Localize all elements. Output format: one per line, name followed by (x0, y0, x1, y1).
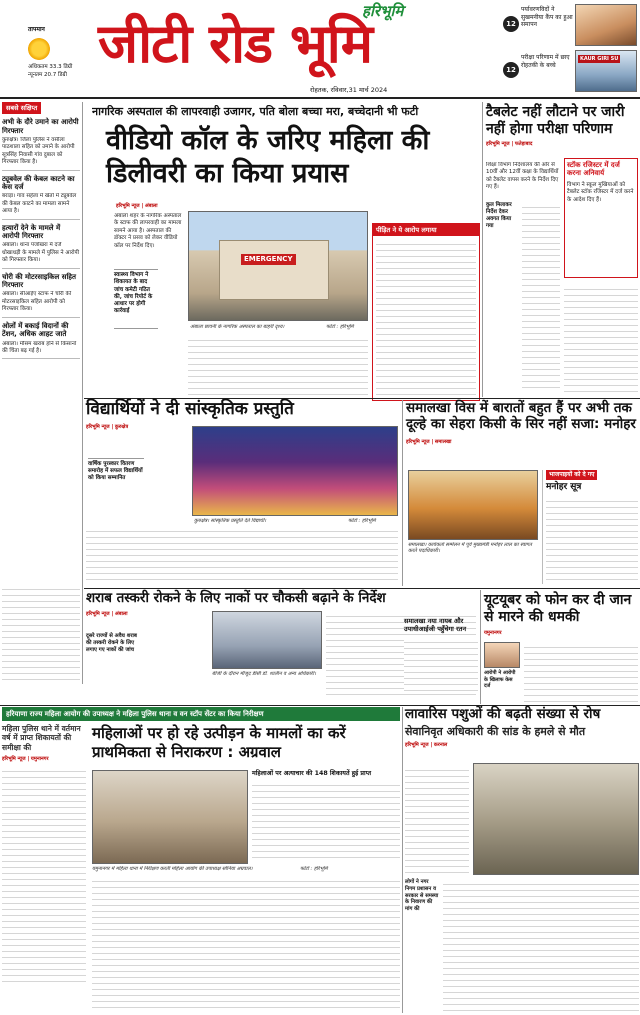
youtuber-headline: यूटयूबर को फोन कर दी जान से मारने की धमकी (484, 592, 632, 625)
youtuber-photo (484, 642, 520, 668)
youtuber-bullet-box (484, 670, 520, 704)
culture-photo (192, 426, 398, 516)
women-photo (92, 770, 248, 864)
brief-body: अंबाला। मौसम खराब होने से किसानों की चिंता बढ़ गई है। (2, 340, 77, 354)
cattle-bullet-box (405, 879, 439, 949)
culture-body (86, 526, 398, 582)
rule-smuggling-top (84, 588, 640, 589)
women-side-box (2, 724, 86, 1012)
women-body (92, 876, 400, 1012)
hospital-sign: EMERGENCY (241, 254, 296, 265)
top-story-kicker: नागरिक अस्पताल की लापरवाही उजागर, पति बोला बच्चा मरा, बच्चेदानी भी फटी (92, 105, 419, 118)
tablet-bullet-box (486, 202, 520, 262)
brief-body: बराड़ा। गांव सहेला में खेतों में ट्यूबवेल की केबल काटने का मामला सामने आया है। (2, 193, 77, 215)
masthead-rule (0, 97, 640, 99)
women-banner: हरियाणा राज्य महिला आयोग की उपाध्यक्ष ने महिला पुलिस थाना व वन स्टॉप सेंटर का किया निरीक्षण (2, 707, 400, 721)
wedding-headline: समालखा विस में बारातों बहुत हैं पर अभी तक दूल्हे का सेहरा किसी के सिर नहीं सजा: मनोहर (406, 400, 636, 433)
top-story-byline: हरिभूमि न्यूज | अंबाला (116, 203, 158, 209)
youtuber-byline: यमुनानगर (484, 629, 502, 636)
hospital-photo (188, 211, 368, 321)
cattle-story (405, 707, 639, 1013)
victim-box (372, 223, 480, 401)
brief-body: अंबाला। थाना पंजोखरा में दर्ज धोखाधड़ी के मामले में पुलिस ने आरोपी को गिरफ्तार किया। (2, 242, 80, 264)
promo-1[interactable] (503, 4, 637, 48)
tablet-body: शिक्षा विभाग निदेशालय की ओर से 10वीं और 12वीं कक्षा के विद्यार्थियों को टैबलेट वापस करने के निर्देश दिए गए हैं। (486, 162, 559, 191)
temp-min: न्यूनतम 20.7 डिग्री (28, 72, 67, 79)
cattle-body (405, 765, 469, 875)
smuggling-byline: हरिभूमि न्यूज | अंबाला (86, 610, 128, 617)
youtuber-story (484, 592, 638, 704)
brief-body: अंबाला। सीआईए स्टाफ ने चोरी की मोटरसाइकिल सहित आरोपी को गिरफ्तार किया। (2, 291, 72, 313)
brief-headline: चोरी की मोटरसाइकिल सहित गिरफ्तार (2, 272, 76, 290)
wedding-side-tag: भाजपाइयों को दे गए (546, 470, 597, 480)
cattle-byline: हरिभूमि न्यूज | करनाल (405, 742, 448, 749)
top-story-headline: वीडियो कॉल के जरिए महिला की डिलीवरी का किया प्रयास (106, 125, 430, 189)
tablet-body-2 (522, 202, 560, 392)
culture-story (86, 400, 400, 586)
cattle-headline: लावारिस पशुओं की बढ़ती संख्या से रोष (405, 706, 601, 722)
cattle-photo (473, 763, 639, 875)
wedding-story (406, 400, 638, 586)
top-story (86, 103, 480, 403)
samalkha-story (404, 618, 478, 704)
cattle-bullet: लोगों ने नगर निगम प्रशासन व सरकार से समस्या के निवारण की मांग की (405, 879, 439, 912)
wedding-photo (408, 470, 538, 540)
women-photo-credit: फोटो : हरिभूमि (300, 866, 328, 872)
women-sub-block (252, 770, 400, 864)
tablet-story (486, 104, 638, 398)
culture-headline: विद्यार्थियों ने दी सांस्कृतिक प्रस्तुति (86, 399, 294, 419)
culture-caption: कुरुक्षेत्र। सांस्कृतिक प्रस्तुति देते विद्यार्थी। (194, 518, 267, 524)
tablet-byline: हरिभूमि न्यूज | फतेहाबाद (486, 141, 533, 148)
cattle-divider (402, 707, 403, 1013)
tablet-body-3 (564, 284, 638, 392)
dateline: रोहतक, रविवार,31 मार्च 2024 (310, 86, 388, 94)
masthead (0, 0, 640, 100)
brief-headline: अभी के दौरे उमाने का आरोपी गिरफ्तार (2, 118, 79, 135)
women-byline: हरिभूमि न्यूज | यमुनानगर (2, 756, 49, 763)
left-divider (82, 102, 83, 684)
victim-box-title: पीड़ित ने ये आरोप लगाया (373, 224, 479, 236)
youtuber-bullet: आरोपी ने आरोपी के खिलाफ केस दर्ज (484, 670, 516, 689)
promo-1-photo (575, 4, 637, 46)
temp-max: अधिकतम 33.3 डिग्री (28, 63, 73, 70)
sun-icon (28, 38, 50, 60)
promo-2-text: परीक्षा परिणाम में छाए रोहतकी के बच्चे (521, 54, 570, 69)
tablet-bullet: कुल मिलाकर निर्देश देकर अवगत किया गया (486, 202, 512, 230)
wedding-byline: हरिभूमि न्यूज | समालखा (406, 438, 452, 445)
brief-body: कुरुक्षेत्र। जिला पुलिस ने वसीला पाठशाला सहित को उमाने के आरोपी सूत्रसिंह निवासी गांव दुबाल को गिरफ्तार किया है। (2, 136, 75, 166)
brief-headline: ट्यूबवेल की केबल काटने का केस दर्ज (2, 174, 75, 191)
wedding-caption: समालखा। कार्यकर्ता सम्मेलन में पूर्व मुख्यमंत्री मनोहर लाल का स्वागत करते पदाधिकारी। (408, 542, 532, 555)
right-divider (482, 102, 483, 397)
top-story-photo-credit: फोटो : हरिभूमि (326, 324, 354, 330)
smuggling-photo (212, 611, 322, 669)
promo-2-photo (575, 50, 637, 92)
brief-item (2, 224, 80, 269)
youtuber-divider (480, 590, 481, 704)
brand-small: हरिभूमि (362, 2, 404, 20)
top-story-bullet-box (114, 269, 158, 329)
promo-1-text: पर्यावरणविदों ने सुखमनीया कैंप का हुआ समापन (521, 6, 573, 28)
culture-bullet: वार्षिक पुरस्कार वितरण समारोह में सफल विद्यार्थियों को किया सम्मानित (88, 461, 143, 482)
weather-block (28, 26, 90, 94)
promo-1-page: 12 (503, 16, 519, 32)
cattle-sub-headline: सेवानिवृत अधिकारी की सांड के हमले से मौत (405, 724, 586, 738)
left-column (2, 102, 80, 582)
promo-banner: KAUR GIRI SU (580, 56, 619, 62)
brief-item (2, 322, 80, 360)
smuggling-bullet: दूसरे राज्यों से अवैध शराब की तस्करी रोकने के लिए लगाए गए नाकों की जांच (86, 633, 137, 653)
culture-divider (402, 400, 403, 586)
stock-box (564, 158, 638, 278)
women-headline: महिलाओं पर हो रहे उत्पीड़न के मामलों का करें प्राथमिकता से निराकरण : अग्रवाल (92, 724, 346, 762)
youtuber-body (524, 642, 638, 702)
brief-headline: ओलों में बकाई विदानों की टेंशन, अधिक आहट जाते (2, 321, 69, 339)
smuggling-caption: बीजी के दौरान मौजूद डीसी डॉ. शालीन व अन्य अधिकारी। (212, 671, 316, 677)
samalkha-headline: समालखा नया नायब और उपाधीआईजी पहुँचेगा रतन (404, 617, 467, 633)
top-story-body-2 (188, 335, 368, 395)
stock-box-title: स्टॉक रजिस्टर में दर्ज करना अनिवार्य (567, 161, 620, 178)
top-story-caption: अंबाला छावनी के नागरिक अस्पताल का बाहरी दृश्य। (190, 324, 285, 330)
top-story-bullet: स्वास्थ्य विभाग ने शिकायत के बाद जांच कमेटी गठित की, जांच रिपोर्ट के आधार पर होगी कार्रवाई (114, 272, 153, 315)
brief-headline: हत्यारों देने के मामले में आरोपी गिरफ्तार (2, 223, 61, 241)
wedding-side (542, 470, 638, 584)
left-lower-list (2, 584, 80, 684)
culture-byline: हरिभूमि न्यूज | कुरुक्षेत्र (86, 423, 129, 430)
women-side-title: महिला पुलिस थाने में वर्तमान वर्ष में प्राप्त शिकायतों की समीक्षा की (2, 724, 81, 752)
culture-bullet-box (88, 458, 144, 518)
smuggling-headline: शराब तस्करी रोकने के लिए नाकों पर चौकसी बढ़ाने के निर्देश (86, 590, 386, 606)
culture-photo-credit: फोटो : हरिभूमि (348, 518, 376, 524)
left-items-list (2, 118, 80, 359)
tablet-headline: टैबलेट नहीं लौटाने पर जारी नहीं होगा परीक्षा परिणाम (486, 104, 625, 137)
women-caption: यमुनानगर में महिला थाना में निरीक्षण करती महिला आयोग की उपाध्यक्ष सोनिया अग्रवाल। (92, 866, 253, 872)
temp-label: तापमान (28, 26, 45, 33)
promo-2-page: 12 (503, 62, 519, 78)
newspaper-title: जीटी रोड भूमि (98, 11, 373, 75)
brief-item (2, 273, 80, 318)
brief-item (2, 175, 80, 220)
cattle-body-2 (443, 879, 639, 1011)
women-sub-head: महिलाओं पर अत्याचार की 148 शिकायतें हुई प्राप्त (252, 770, 372, 777)
stock-box-body: विभाग ने स्कूल मुखियाओं को टैबलेट स्टॉक रजिस्टर में दर्ज करने के आदेश दिए हैं। (567, 181, 634, 203)
promo-2[interactable] (503, 50, 637, 94)
left-column-tag: सबसे सक्षिप्त (2, 102, 41, 114)
smuggling-bullet-box (86, 633, 144, 699)
wedding-side-title: मनोहर सूत्र (546, 481, 582, 492)
top-story-body-1: अंबाला शहर के नागरिक अस्पताल के स्टाफ की लापरवाही का मामला सामने आया है। अस्पताल की डॉक्टर ने प्रसव को लेकर वीडियो कॉल पर निर्देश दिए। (114, 213, 182, 249)
brief-item (2, 118, 80, 170)
